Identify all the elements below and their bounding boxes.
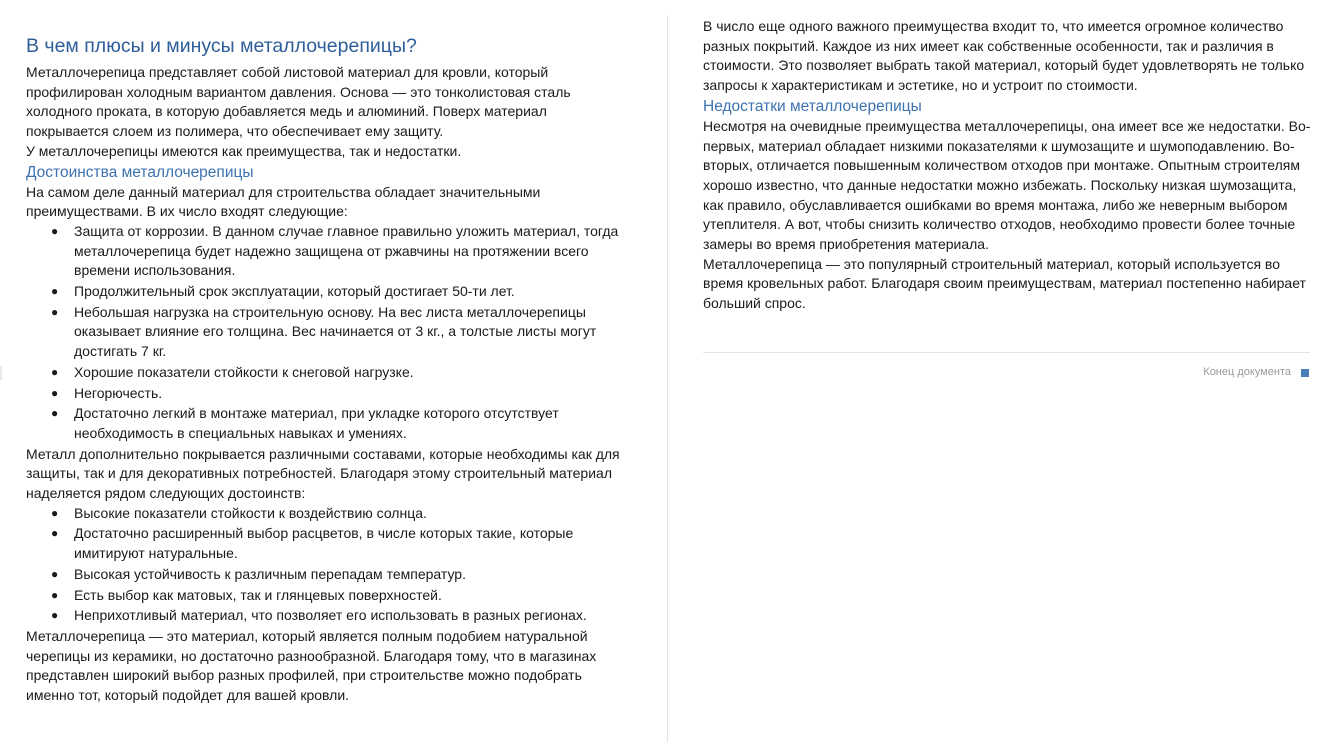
bullet-icon: ●: [51, 505, 59, 520]
page-divider: [667, 15, 668, 742]
cons-heading: Недостатки металлочерепицы: [703, 97, 922, 115]
bullet-icon: ●: [51, 406, 59, 421]
bullet-icon: ●: [51, 304, 59, 319]
list-item: ● Защита от коррозии. В данном случае главное правильно уложить материал, тогда металлочерепица будет надежно защищена от ржавчины на протяжении всего времени использования.: [51, 222, 619, 279]
cons-paragraph: Несмотря на очевидные преимущества металлочерепицы, она имеет все же недостатки. Во-первых, материал обладает низкими показателями к шумозащите и шумоподавлению. Во-вторых, отличается повышенным количеством отходов при монтаже. Опытным строителям хорошо известно, что данные недостатки можно избежать. Поскольку низкая шумозащита, как правило, обуславливается ошибками во время монтажа, либо же неверным выбором утеплителя. А вот, чтобы снизить количество отходов, необходимо провести более точные замеры во время приобретения материала.: [703, 117, 1311, 253]
pros-intro: На самом деле данный материал для строительства обладает значительными преимуществами. В их число входят следующие:: [26, 183, 541, 220]
list-item: ● Небольшая нагрузка на строительную основу. На вес листа металлочерепицы оказывает влияние его толщина. Вес начинается от 3 кг., а толстые листы могут достигать 7 кг.: [51, 303, 597, 360]
metal-intro: Металл дополнительно покрывается различными составами, которые необходимы как для защиты, так и для декоративных потребностей. Благодаря этому строительный материал наделяется рядом следующих достоинств:: [26, 445, 620, 502]
bullet-icon: ●: [51, 385, 59, 400]
continuation-paragraph: В число еще одного важного преимущества входит то, что имеется огромное количество разных покрытий. Каждое из них имеет как собственные особенности, так и различия в стоимости. Это позволяет выбрать такой материал, который будет удовлетворять не только запросы к характеристикам и эстетике, но и устроит по стоимости.: [703, 18, 1305, 94]
right-column: [703, 17, 1311, 314]
intro-paragraph: Металлочерепица представляет собой листовой материал для кровли, который профилирован холодным вариантом давления. Основа — это тонколистовая сталь холодного проката, в которую добавляется медь и алюминий. Поверх материал покрывается слоем из полимера, что обеспечивает ему защиту.: [26, 64, 571, 140]
list-item: ● Высокие показатели стойкости к воздействию солнца.: [26, 504, 632, 524]
bullet-icon: ●: [51, 284, 59, 299]
end-marker-icon: [1301, 369, 1309, 377]
list-item: ● Хорошие показатели стойкости к снеговой нагрузке.: [26, 363, 632, 383]
closing-paragraph: Металлочерепица — это материал, который является полным подобием натуральной черепицы из керамики, но достаточно разнообразной. Благодаря тому, что в магазинах представлен широкий выбор разных профилей, при строительстве можно подобрать именно тот, который подойдет для вашей кровли.: [26, 627, 597, 704]
pros-list: [26, 222, 632, 444]
list-item: ● Негорючесть.: [26, 384, 632, 404]
bullet-icon: ●: [51, 587, 59, 602]
bullet-icon: ●: [51, 608, 59, 623]
end-divider: [703, 352, 1310, 353]
pros-heading: Достоинства металлочерепицы: [26, 163, 254, 181]
bullet-icon: ●: [51, 223, 59, 238]
left-column: [26, 32, 632, 706]
list-item: ● Продолжительный срок эксплуатации, который достигает 50-ти лет.: [26, 282, 632, 302]
list-item: ● Достаточно легкий в монтаже материал, при укладке которого отсутствует необходимость в специальных навыках и умениях.: [51, 405, 559, 441]
list-item: ● Высокая устойчивость к различным перепадам температур.: [26, 565, 632, 585]
bullet-icon: ●: [51, 566, 59, 581]
conclusion-paragraph: Металлочерепица — это популярный строительный материал, который используется во время кровельных работ. Благодаря своим преимуществам, материал постепенно набирает больший спрос.: [703, 255, 1306, 312]
bullet-icon: ●: [51, 526, 59, 541]
margin-marker: [0, 366, 2, 380]
intro-paragraph-2: У металлочерепицы имеются как преимущества, так и недостатки.: [26, 142, 462, 159]
document-title: В чем плюсы и минусы металлочерепицы?: [26, 35, 417, 57]
metal-list: [26, 504, 632, 626]
list-item: ● Есть выбор как матовых, так и глянцевых поверхностей.: [26, 586, 632, 606]
end-of-document-label: Конец документа: [1203, 366, 1291, 378]
list-item: ● Неприхотливый материал, что позволяет его использовать в разных регионах.: [26, 606, 632, 626]
list-item: ● Достаточно расширенный выбор расцветов, в числе которых такие, которые имитируют натуральные.: [51, 525, 574, 562]
bullet-icon: ●: [51, 364, 59, 379]
